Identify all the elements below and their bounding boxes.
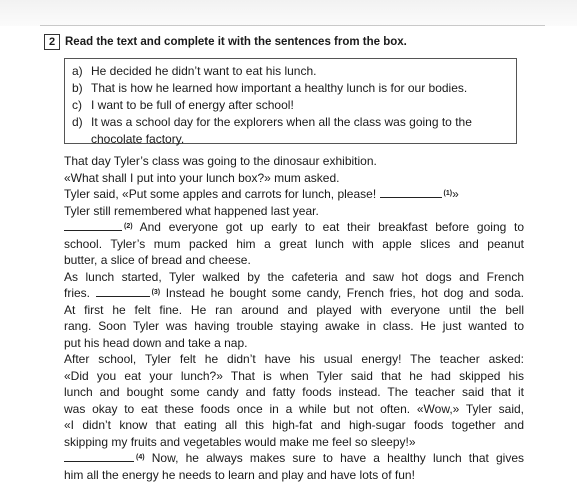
story-line <box>64 219 524 236</box>
story-line: That day Tyler’s class was going to the dinosaur exhibition. <box>64 154 377 168</box>
story-line <box>64 450 524 467</box>
story-text <box>64 153 524 483</box>
story-line: rang. Soon Tyler was having trouble staying awake in class. He just wanted to <box>64 319 524 333</box>
story-line: As lunch started, Tyler walked by the cafeteria and saw hot dogs and French <box>64 269 524 284</box>
story-line: school. Tyler’s mum packed him a great lunch with apple slices and peanut <box>64 236 524 251</box>
sentence-options-box <box>64 58 517 144</box>
story-line: At first he felt fine. He ran around and played with everyone until the bell <box>64 302 524 317</box>
top-divider <box>40 25 545 26</box>
story-text-fragment: Tyler said, «Put some apples and carrots for lunch, please! <box>64 187 377 201</box>
story-line: put his head down and take a nap. <box>64 335 248 350</box>
gap-number-2: (2) <box>124 223 133 230</box>
story-line: lunch and bought some candy and fatty foods instead. The teacher said that it <box>64 385 524 399</box>
option-d-continuation: chocolate factory. <box>91 132 185 146</box>
gap-number-3: (3) <box>151 289 161 296</box>
story-text-fragment: And everyone got up early to eat their breakfast before going to <box>139 220 525 234</box>
option-b <box>72 80 508 97</box>
story-line: «What shall I put into your lunch box?» mum asked. <box>64 170 340 185</box>
gap-number-1: (1) <box>443 190 453 197</box>
option-letter: b) <box>72 81 83 95</box>
option-c <box>72 97 508 114</box>
story-line: was okay to eat these foods once in a while but not often. «Wow,» Tyler said, <box>64 401 524 416</box>
option-letter: a) <box>72 64 83 78</box>
gap-number-4: (4) <box>136 454 145 461</box>
option-letter: c) <box>72 98 82 112</box>
option-text: He decided he didn’t want to eat his lunch. <box>91 64 317 78</box>
option-a <box>72 63 508 80</box>
option-d <box>72 114 508 131</box>
story-line: skipping my fruits and vegetables would make me feel so sleepy!» <box>64 434 416 449</box>
story-text-fragment: » <box>452 187 459 201</box>
page-top-strip <box>0 0 577 26</box>
task-number-badge: 2 <box>44 34 60 50</box>
story-text-fragment: Now, he always makes sure to have a healthy lunch that gives <box>151 451 524 465</box>
option-text: That is how he learned how important a healthy lunch is for our bodies. <box>91 81 468 95</box>
answer-blank-1[interactable] <box>380 186 442 198</box>
story-text-fragment: Instead he bought some candy, French fries, hot dog and soda. <box>165 286 524 300</box>
story-line: him all the energy he needs to learn and play and have lots of fun! <box>64 467 415 482</box>
story-line <box>64 186 524 203</box>
answer-blank-3[interactable] <box>96 285 150 297</box>
answer-blank-4[interactable] <box>64 450 134 462</box>
option-letter: d) <box>72 115 83 129</box>
task-instruction: Read the text and complete it with the sentences from the box. <box>65 36 407 48</box>
story-line: «Did you eat your lunch?» That is when Tyler said that he had skipped his <box>64 368 524 383</box>
story-line: After school, Tyler felt he didn’t have his usual energy! The teacher asked: <box>64 352 524 366</box>
option-text: It was a school day for the explorers when all the class was going to the <box>91 115 472 129</box>
story-text-fragment: fries. <box>64 286 91 300</box>
story-line: butter, a slice of bread and cheese. <box>64 253 251 267</box>
task-header <box>44 34 407 50</box>
story-line: Tyler still remembered what happened last year. <box>64 203 319 218</box>
answer-blank-2[interactable] <box>64 219 122 231</box>
story-line <box>64 285 524 302</box>
option-text: I want to be full of energy after school! <box>91 98 294 112</box>
story-line: «I didn’t know that eating all this high-fat and high-sugar foods together and <box>64 418 524 432</box>
